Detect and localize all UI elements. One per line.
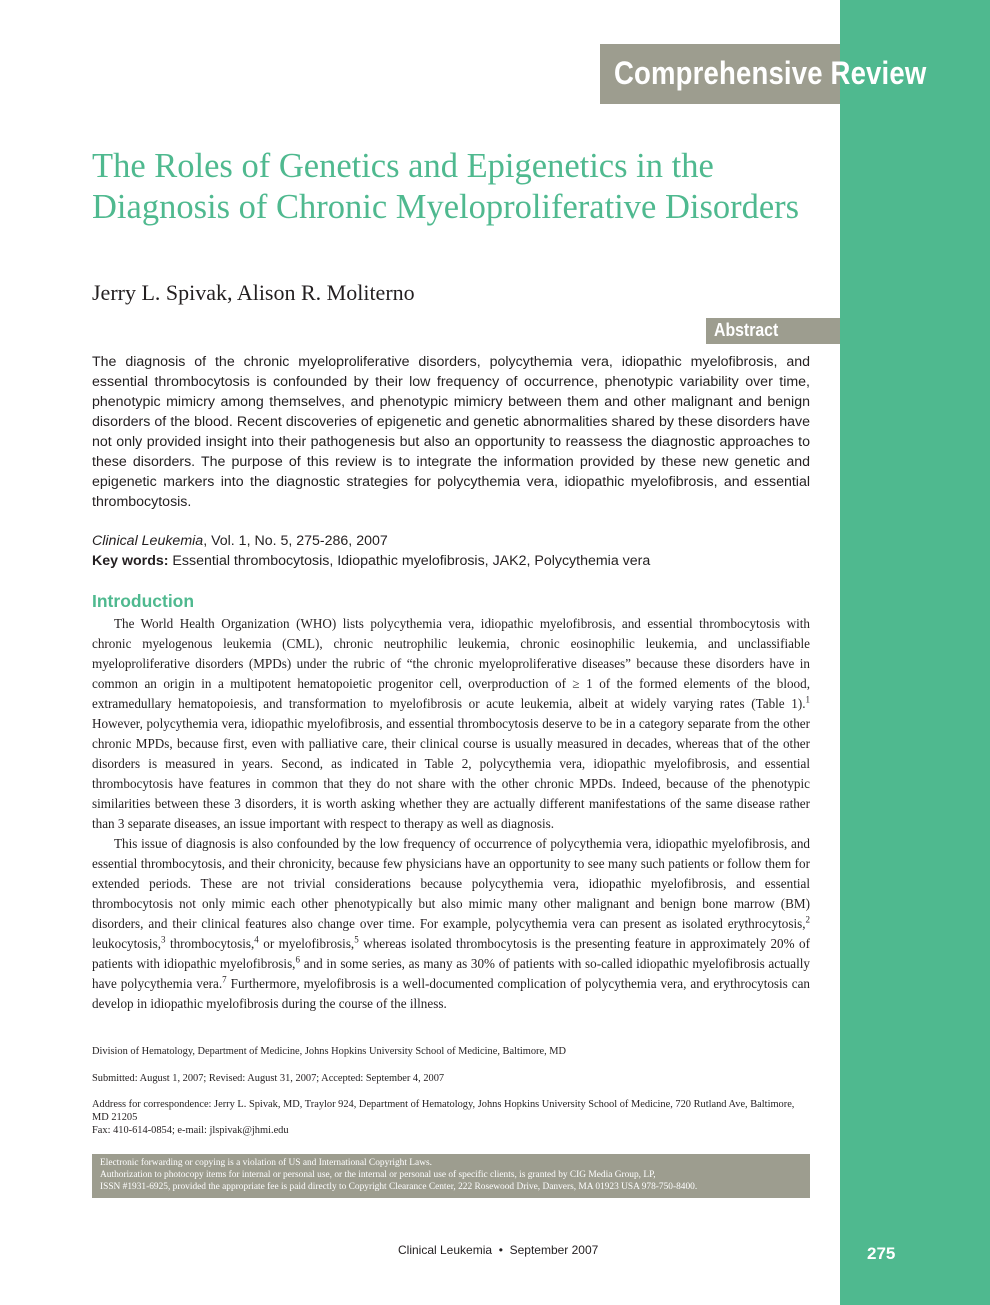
citation-journal: Clinical Leukemia: [92, 533, 204, 549]
intro-paragraph-1: The World Health Organization (WHO) lists polycythemia vera, idiopathic myelofibrosis, and essential thrombocytosis with chronic myelogenous leukemia (CML), chronic neutrophilic leukemia, chronic eosinophilic leukemia, and unclassifiable myeloproliferative disorders (MPDs) under the rubric of “the chronic myeloproliferative diseases” because these disorders have in common an origin in a multipotent hematopoietic progenitor cell, overproduction of ≥ 1 of the formed elements of the blood, extramedullary hematopoiesis, and transformation to myelofibrosis or acute leukemia, albeit at widely varying rates (Table 1).$^1$ However, polycythemia vera, idiopathic myelofibrosis, and essential thrombocytosis deserve to be in a category separate from the other chronic MPDs, because first, even with palliative care, their clinical course is usually measured in decades, whereas that of the other disorders is measured in years. Second, as indicated in Table 2, polycythemia vera, idiopathic myelofibrosis, and essential thrombocytosis have features in common that they do not share with the other chronic MPDs. Indeed, because of the phenotypic similarities between these 3 disorders, it is worth asking whether they are actually different manifestations of the same disease rather than 3 separate diseases, an issue important with respect to therapy as well as diagnosis.: [92, 616, 810, 831]
ref-6: 6: [295, 954, 300, 965]
article-authors: Jerry L. Spivak, Alison R. Moliterno: [92, 280, 415, 305]
footer-journal: Clinical Leukemia • September 2007: [398, 1243, 599, 1257]
introduction-heading: Introduction: [92, 591, 195, 611]
affiliation-correspondence: Address for correspondence: Jerry L. Spivak, MD, Traylor 924, Department of Hematology, Johns Hopkins University School of Medicine, 720 Rutland Ave, Baltimore, MD 21205: [92, 1099, 795, 1123]
affiliation-contact: Fax: 410-614-0854; e-mail: jlspivak@jhmi.edu: [92, 1125, 289, 1136]
copyright-line-1: Electronic forwarding or copying is a violation of US and International Copyright Laws.: [100, 1158, 432, 1168]
ref-1: 1: [805, 694, 810, 705]
intro-paragraph-2: This issue of diagnosis is also confounded by the low frequency of occurrence of polycythemia vera, idiopathic myelofibrosis, and essential thrombocytosis, and their chronicity, because few physicians have an opportunity to see many such patients or follow them for extended periods. These are not trivial considerations because polycythemia vera, idiopathic myelofibrosis, and essential thrombocytosis not only mimic each other phenotypically but also mimic many other malignant and benign bone marrow (BM) disorders, and their clinical features also change over time. For example, polycythemia vera can present as isolated erythrocytosis,$^2$ leukocytosis,$^3$ thrombocytosis,$^4$ or myelofibrosis,$^5$ whereas isolated thrombocytosis is the presenting feature in approximately 20% of patients with idiopathic myelofibrosis,$^6$ and in some series, as many as 30% of patients with so-called idiopathic myelofibrosis actually have polycythemia vera.$^7$ Furthermore, myelofibrosis is a well-documented complication of polycythemia vera, and erythrocytosis can develop in idiopathic myelofibrosis during the course of the illness.: [92, 836, 810, 1011]
copyright-line-2: Authorization to photocopy items for internal or personal use, or the internal or personal use of specific clients, is granted by CIG Media Group, LP,: [100, 1170, 656, 1180]
citation: [92, 531, 388, 551]
abstract-label: Abstract: [714, 320, 779, 340]
keywords: [92, 551, 650, 571]
introduction-body: [92, 614, 810, 1014]
side-color-bar: [840, 0, 990, 1305]
affiliation-division: Division of Hematology, Department of Medicine, Johns Hopkins University School of Medicine, Baltimore, MD: [92, 1046, 567, 1057]
copyright-line-3: ISSN #1931-6925, provided the appropriate fee is paid directly to Copyright Clearance Center, 222 Rosewood Drive, Danvers, MA 01923 USA 978-750-8400.: [100, 1182, 698, 1192]
ref-4: 4: [254, 934, 259, 945]
keywords-list: Essential thrombocytosis, Idiopathic myelofibrosis, JAK2, Polycythemia vera: [168, 553, 651, 569]
section-label: Comprehensive Review: [614, 55, 927, 91]
ref-2: 2: [805, 914, 810, 925]
article-title: The Roles of Genetics and Epigenetics in the Diagnosis of Chronic Myeloproliferative Disorders: [92, 147, 800, 226]
page-number: 275: [867, 1244, 896, 1263]
ref-5: 5: [354, 934, 359, 945]
keywords-label: Key words:: [92, 553, 169, 569]
ref-3: 3: [160, 934, 166, 945]
copyright-notice: [100, 1157, 805, 1193]
affiliation-dates: Submitted: August 1, 2007; Revised: August 31, 2007; Accepted: September 4, 2007: [92, 1073, 445, 1084]
footer-date: September 2007: [509, 1243, 599, 1257]
ref-7: 7: [222, 974, 227, 985]
footer-bullet: •: [498, 1243, 503, 1257]
citation-details: , Vol. 1, No. 5, 275-286, 2007: [203, 533, 388, 549]
abstract-text: The diagnosis of the chronic myeloproliferative disorders, polycythemia vera, idiopathic myelofibrosis, and essential thrombocytosis is confounded by their low frequency of occurrence, phenotypic variability over time, phenotypic mimicry among themselves, and phenotypic mimicry between them and other malignant and benign disorders of the blood. Recent discoveries of epigenetic and genetic abnormalities shared by these disorders have not only provided insight into their pathogenesis but also an opportunity to reassess the diagnostic approaches to these disorders. The purpose of this review is to integrate the information provided by these new genetic and epigenetic markers into the diagnostic strategies for polycythemia vera, idiopathic myelofibrosis, and essential thrombocytosis.: [92, 354, 810, 510]
